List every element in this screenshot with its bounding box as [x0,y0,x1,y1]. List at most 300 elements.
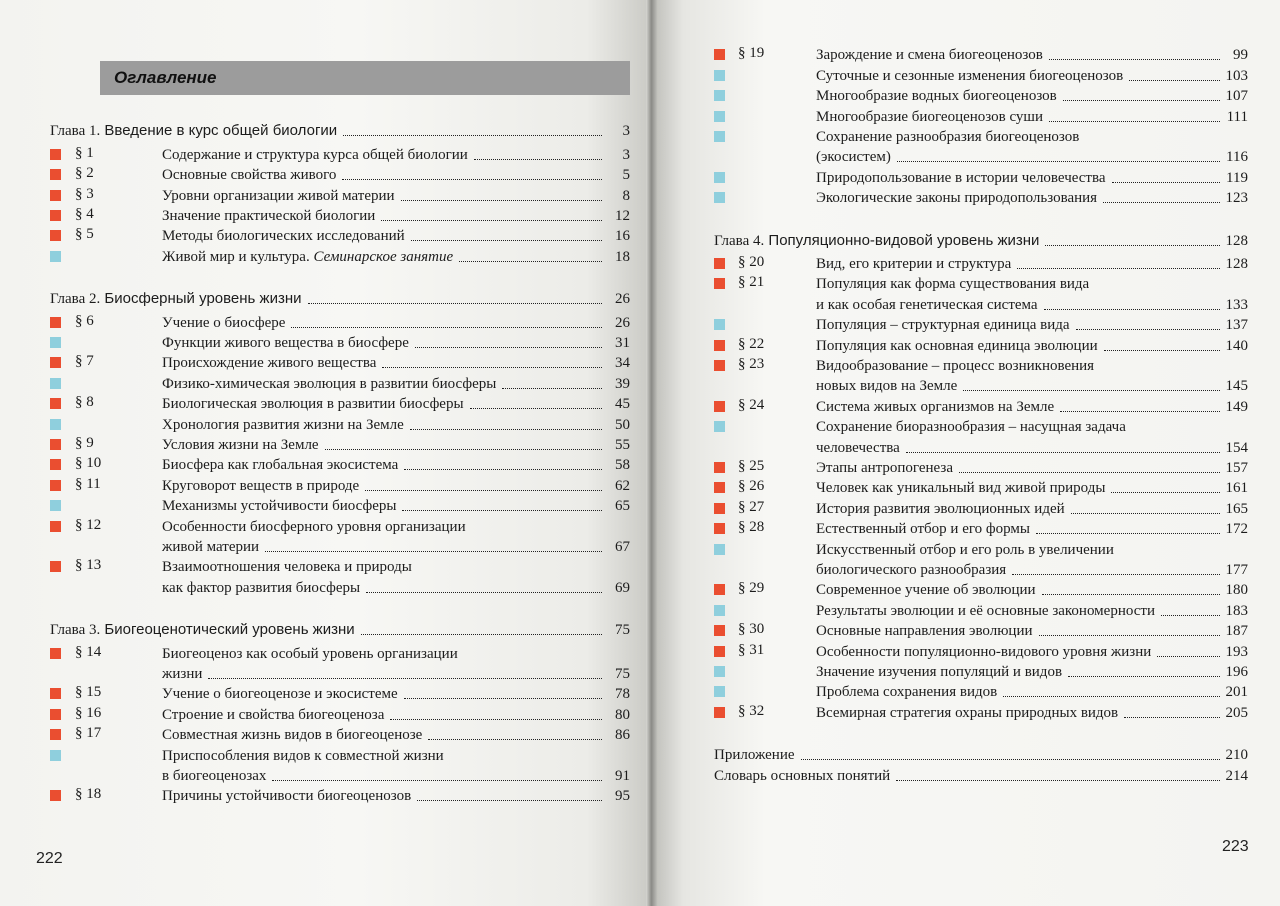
entry-title-continued: как фактор развития биосферы [162,579,361,596]
entry-title [162,167,336,184]
page-ref: 214 [1225,767,1248,784]
entry-line [162,765,630,785]
marker-square-red [50,190,61,201]
dot-leader [1129,80,1219,81]
dot-leader [1112,182,1220,183]
dot-leader [208,678,602,679]
page-ref: 193 [1225,643,1248,660]
marker-square-blue [50,500,61,511]
dot-leader [1063,100,1220,101]
page-ref: 5 [622,167,630,184]
toc-entry-row [714,64,1248,84]
page-ref: 187 [1225,623,1248,640]
page-ref: 180 [1225,582,1248,599]
marker-square-blue [50,251,61,262]
entry-line [816,681,1248,701]
entry-line [816,334,1248,354]
section-number: § 18 [75,786,102,803]
entry-title [816,501,1065,518]
marker-square-red [714,625,725,636]
marker-square-blue [50,337,61,348]
dot-leader [1044,309,1220,310]
entry-title [162,478,359,495]
section-number: § 14 [75,643,102,660]
toc-entry-row [50,393,630,413]
page-ref: 95 [615,788,630,805]
marker-square-red [50,459,61,470]
section-number: § 27 [738,498,765,515]
dot-leader [428,739,602,740]
toc-entry-row [50,724,630,744]
toc-entry-row [50,515,630,556]
marker-square-red [714,462,725,473]
entry-line [162,143,630,163]
page-ref: 205 [1225,704,1248,721]
toc-entry-row [50,474,630,494]
entry-line [162,205,630,225]
marker-square-red [50,729,61,740]
entry-title-text: Биосфера как глобальная экосистема [162,457,399,474]
dot-leader [1039,635,1220,636]
entry-title [816,521,1030,538]
section-number: § 17 [75,725,102,742]
chapter-label: Глава 3. [50,622,101,639]
entry-title [162,147,468,164]
entry-title [816,664,1062,681]
entry-title-continued: живой материи [162,538,260,555]
entry-line [162,184,630,204]
entry-title-text: Учение о биосфере [162,314,286,331]
entry-title: Приспособления видов к совместной жизни [162,747,444,764]
dot-leader [470,408,602,409]
dot-leader [959,472,1220,473]
marker-square-red [714,584,725,595]
entry-line [162,683,630,703]
entry-title-text: Механизмы устойчивости биосферы [162,498,397,515]
entry-title-line1 [162,515,466,535]
page-ref: 196 [1225,663,1248,680]
marker-square-red [50,149,61,160]
entry-title: Особенности биосферного уровня организации [162,518,466,535]
entry-line [162,536,630,556]
marker-square-blue [50,378,61,389]
toc-entry-row [714,701,1248,721]
marker-square-blue [714,192,725,203]
toc-entry-row [50,372,630,392]
toc-chapter-row [50,120,630,140]
entry-line [816,105,1248,125]
entry-line [162,663,630,683]
dot-leader [404,698,602,699]
chapter-title: Популяционно-видовой уровень жизни [768,231,1040,249]
page-ref: 67 [615,538,630,555]
entry-line [816,44,1248,64]
page-ref: 62 [615,477,630,494]
page-ref: 128 [1225,232,1248,249]
entry-title-text: Происхождение живого вещества [162,355,377,372]
entry-line [162,164,630,184]
page-ref: 26 [615,291,630,308]
marker-square-red [50,357,61,368]
page-ref: 133 [1225,296,1248,313]
toc-entry-row [714,253,1248,273]
chapter-label: Глава 2. [50,291,101,308]
page-ref: 154 [1225,439,1248,456]
dot-leader [474,159,602,160]
section-number: § 28 [738,519,765,536]
toc-entry-row [50,311,630,331]
page-ref: 12 [615,207,630,224]
entry-title-text: Значение изучения популяций и видов [816,663,1063,680]
dot-leader [1049,121,1220,122]
page-ref: 18 [615,248,630,265]
dot-leader [1017,268,1219,269]
entry-title [816,109,1043,126]
entry-title-line1 [162,744,444,764]
entry-title [162,437,319,454]
page-ref: 119 [1226,169,1248,186]
marker-square-red [714,503,725,514]
entry-line [816,559,1248,579]
section-number: § 32 [738,702,765,719]
entry-title: Сохранение разнообразия биогеоценозов [816,128,1080,145]
entry-title-text: Результаты эволюции и её основные закономерности [816,602,1155,619]
entry-title [162,788,411,805]
section-number: § 24 [738,396,765,413]
entry-title-text: Условия жизни на Земле [162,436,319,453]
entry-title [816,644,1151,661]
toc-entry-row [50,413,630,433]
entry-title-text: Строение и свойства биогеоценоза [162,706,385,723]
dot-leader [1049,59,1220,60]
entry-line [50,288,630,308]
entry-title-line1 [162,642,458,662]
entry-title [816,88,1057,105]
section-number: § 15 [75,684,102,701]
right-page [652,0,1280,906]
entry-title [816,170,1106,187]
toc-entry-row [50,556,630,597]
entry-line [816,64,1248,84]
entry-title-continued: в биогеоценозах [162,767,267,784]
entry-title-text: Совместная жизнь видов в биогеоценозе [162,727,423,744]
section-number: § 25 [738,457,765,474]
entry-line [162,332,630,352]
marker-square-blue [714,111,725,122]
entry-title [816,338,1098,355]
entry-title-line1 [816,538,1114,558]
page-ref: 26 [615,314,630,331]
entry-title [162,355,376,372]
dot-leader [417,800,602,801]
entry-title-continued: жизни [162,665,203,682]
entry-title-text: Функции живого вещества в биосфере [162,334,409,351]
entry-title [816,480,1105,497]
entry-title-text: Проблема сохранения видов [816,684,998,701]
page-ref: 137 [1225,317,1248,334]
toc-entry-row [714,477,1248,497]
entry-line [162,413,630,433]
entry-line [816,166,1248,186]
page-ref: 91 [615,767,630,784]
page-ref: 111 [1226,108,1248,125]
entry-title [816,47,1043,64]
page-ref: 69 [615,579,630,596]
entry-title-text: Основные направления эволюции [816,623,1033,640]
dot-leader [1071,513,1220,514]
entry-title-text: Словарь основных понятий [714,767,891,784]
entry-title: Искусственный отбор и его роль в увеличении [816,541,1114,558]
section-number: § 23 [738,355,765,372]
marker-square-red [50,790,61,801]
page-ref: 3 [622,146,630,163]
marker-square-blue [714,172,725,183]
entry-title [816,623,1033,640]
dot-leader [1042,594,1220,595]
entry-title-text: Популяция – структурная единица вида [816,317,1070,334]
entry-title-continued: биологического разнообразия [816,561,1007,578]
section-number: § 13 [75,557,102,574]
page-ref: 45 [615,396,630,413]
toc-entry-row [714,457,1248,477]
entry-line [816,701,1248,721]
toc-entry-row [714,497,1248,517]
entry-title: Видообразование – процесс возникновения [816,357,1095,374]
entry-line [816,85,1248,105]
entry-line [816,187,1248,207]
toc-entry-row [50,245,630,265]
dot-leader [342,179,602,180]
toc-entry-row [714,681,1248,701]
marker-square-red [50,521,61,532]
toc-entry-row [50,434,630,454]
entry-title [162,498,396,515]
toc-entry-row [50,225,630,245]
dot-leader [404,469,602,470]
entry-title [816,399,1054,416]
entry-title-text: Экологические законы природопользования [816,190,1098,207]
page-number-right: 223 [1222,838,1249,855]
toc-entry-row [50,454,630,474]
entry-line [816,314,1248,334]
section-number: § 7 [75,353,94,370]
marker-square-blue [50,750,61,761]
marker-square-blue [714,90,725,101]
entry-title-text: Учение о биогеоценозе и экосистеме [162,686,398,703]
marker-square-red [50,210,61,221]
entry-line [816,146,1248,166]
page-ref: 145 [1225,378,1248,395]
entry-title-text: Содержание и структура курса общей биологии [162,146,468,163]
marker-square-red [714,482,725,493]
book-gutter [646,0,658,906]
toc-entry-row [714,355,1248,396]
entry-line [714,229,1248,249]
entry-title [162,228,405,245]
toc-entry-row [50,744,630,785]
page-ref: 39 [615,375,630,392]
dot-leader [382,367,602,368]
dot-leader [1104,350,1220,351]
toc-entry-row [714,105,1248,125]
entry-line [162,434,630,454]
entry-line [816,599,1248,619]
entry-title [50,290,302,308]
entry-title-line1 [816,273,1089,293]
dot-leader [325,449,602,450]
section-number: § 5 [75,226,94,243]
entry-title-text: Вид, его критерии и структура [816,255,1012,272]
chapter-label: Глава 4. [714,232,765,249]
toc-entry-row [50,332,630,352]
entry-title [816,190,1097,207]
dot-leader [1111,492,1219,493]
entry-title [816,68,1123,85]
entry-line [816,661,1248,681]
entry-line [816,620,1248,640]
marker-square-blue [714,319,725,330]
section-number: § 6 [75,312,94,329]
toc-entry-row [714,314,1248,334]
dot-leader [1060,411,1219,412]
marker-square-red [714,707,725,718]
entry-line [714,764,1248,784]
section-number: § 12 [75,516,102,533]
dot-leader [1045,245,1219,246]
dot-leader [896,780,1219,781]
section-number: § 30 [738,621,765,638]
entry-line [162,352,630,372]
marker-square-red [714,258,725,269]
entry-title-text: Биологическая эволюция в развитии биосферы [162,396,464,413]
entry-title [162,335,409,352]
section-number: § 9 [75,434,94,451]
dot-leader [459,261,602,262]
marker-square-blue [50,419,61,430]
entry-title-text: Причины устойчивости биогеоценозов [162,788,412,805]
toc-entry-row [714,395,1248,415]
dot-leader [365,490,602,491]
dot-leader [366,592,602,593]
page-ref: 58 [615,457,630,474]
marker-square-blue [714,131,725,142]
section-number: § 11 [75,475,101,492]
entry-title: Популяция как форма существования вида [816,276,1090,293]
entry-title [162,188,395,205]
marker-square-blue [714,70,725,81]
toc-entry-row [50,352,630,372]
page-ref: 75 [615,622,630,639]
entry-title [162,707,384,724]
entry-title-text: Особенности популяционно-видового уровня жизни [816,643,1152,660]
section-number: § 22 [738,335,765,352]
dot-leader [963,390,1219,391]
page-ref: 55 [615,436,630,453]
toc-entry-row [50,495,630,515]
entry-line [162,454,630,474]
toc-entry-row [714,126,1248,167]
page-ref: 75 [615,665,630,682]
dot-leader [401,200,602,201]
toc-entry-row [714,599,1248,619]
entry-title: Биогеоценоз как особый уровень организации [162,645,458,662]
marker-square-red [50,480,61,491]
entry-line [816,375,1248,395]
entry-title [816,603,1155,620]
entry-line [162,393,630,413]
marker-square-red [50,561,61,572]
page-ref: 183 [1225,602,1248,619]
marker-square-red [50,169,61,180]
section-number: § 29 [738,580,765,597]
marker-square-blue [714,605,725,616]
entry-title-text: Хронология развития жизни на Земле [162,416,404,433]
page-ref: 165 [1225,500,1248,517]
toc-entry-row [714,187,1248,207]
dot-leader [906,452,1220,453]
entry-title [162,249,453,266]
toc-entry-row [50,184,630,204]
section-number: § 21 [738,274,765,291]
entry-title-continued: новых видов на Земле [816,378,958,395]
page-ref: 3 [622,123,630,140]
section-number: § 26 [738,478,765,495]
toc-chapter-row [50,288,630,308]
entry-line [816,253,1248,273]
dot-leader [411,240,602,241]
entry-title: Сохранение биоразнообразия – насущная задача [816,419,1126,436]
entry-line [816,640,1248,660]
page-ref: 210 [1225,747,1248,764]
toc-entry-row [50,205,630,225]
entry-title-text: Живой мир и культура. [162,248,310,265]
entry-title [714,768,890,785]
entry-title-text: Многообразие биогеоценозов суши [816,108,1043,125]
page-ref: 107 [1225,88,1248,105]
entry-title [162,396,464,413]
chapter-title: Биогеоценотический уровень жизни [104,621,355,639]
marker-square-red [50,688,61,699]
toc-entry-row [50,164,630,184]
entry-line [816,518,1248,538]
toc-title: Оглавление [114,68,217,87]
toc-entry-row [714,620,1248,640]
marker-square-red [714,360,725,371]
toc-entry-row [50,642,630,683]
entry-title [162,686,398,703]
toc-entry-row [714,744,1248,764]
entry-title [50,621,355,639]
entry-line [816,395,1248,415]
page-ref: 172 [1225,521,1248,538]
entry-title: Взаимоотношения человека и природы [162,559,412,576]
toc-entry-row [714,416,1248,457]
entry-title-text: Многообразие водных биогеоценозов [816,88,1057,105]
entry-title-continued: человечества [816,439,900,456]
entry-title-continued: (экосистем) [816,149,891,166]
entry-title [816,460,953,477]
dot-leader [1068,676,1219,677]
page-number-left: 222 [36,850,63,867]
page-ref: 140 [1225,337,1248,354]
entry-line [162,245,630,265]
toc-header-band [100,61,630,95]
entry-title-text: Значение практической биологии [162,207,376,224]
section-number: § 16 [75,704,102,721]
entry-title [162,315,285,332]
marker-square-red [50,398,61,409]
page-ref: 123 [1225,190,1248,207]
